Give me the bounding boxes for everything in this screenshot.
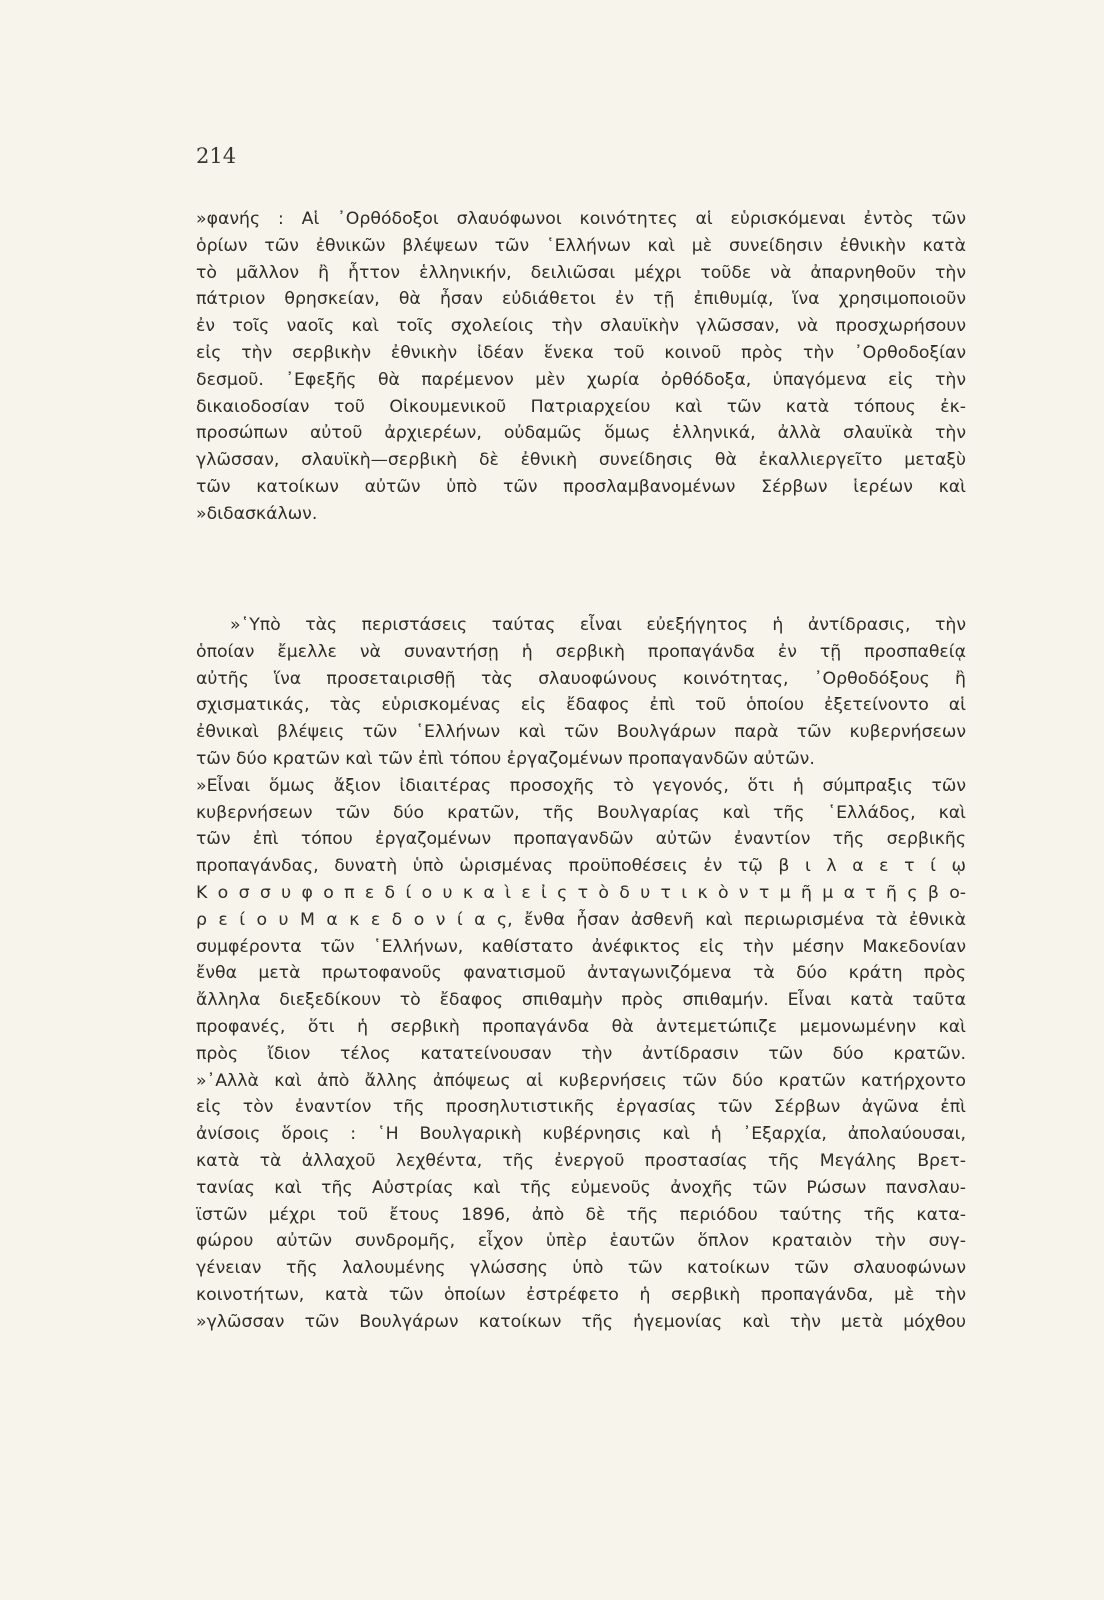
text-line: »διδασκάλων. [196,503,318,524]
text-line: προπαγάνδας, δυνατὴ ὑπὸ ὡρισμένας προϋποθέσεις ἐν τῷ β ι λ α ε τ ί ῳ [196,856,966,877]
text-line: δικαιοδοσίαν τοῦ Οἰκουμενικοῦ Πατριαρχείου καὶ τῶν κατὰ τόπους ἐκ- [196,396,966,417]
text-line: ρ ε ί ο υ Μ α κ ε δ ο ν ί α ς, ἔνθα ἦσαν ἀσθενῆ καὶ περιωρισμένα τὰ ἐθνικὰ [196,909,966,930]
text-line: τῶν δύο κρατῶν καὶ τῶν ἐπὶ τόπου ἐργαζομένων προπαγανδῶν αὐτῶν. [196,748,815,769]
text-line: τὸ μᾶλλον ἢ ἧττον ἑλληνικήν, δειλιῶσαι μέχρι τοῦδε νὰ ἀπαρνηθοῦν τὴν [196,262,966,283]
paragraph-quote-2 [196,612,966,1336]
text-line: γλῶσσαν, σλαυϊκὴ—σερβικὴ δὲ ἐθνικὴ συνείδησις θὰ ἐκαλλιεργεῖτο μεταξὺ [196,450,966,471]
page-number: 214 [196,144,237,168]
text-line: ὁρίων τῶν ἐθνικῶν βλέψεων τῶν ῾Ελλήνων καὶ μὲ συνείδησιν ἐθνικὴν κατὰ [196,235,966,256]
text-line: τανίας καὶ τῆς Αὐστρίας καὶ τῆς εὐμενοῦς ἀνοχῆς τῶν Ρώσων πανσλαυ- [196,1177,966,1198]
text-line: δεσμοῦ. ᾿Εφεξῆς θὰ παρέμενον μὲν χωρία ὀρθόδοξα, ὑπαγόμενα εἰς τὴν [196,369,966,390]
paragraph-quote-1 [196,206,966,528]
text-line: εἰς τὸν ἐναντίον τῆς προσηλυτιστικῆς ἐργασίας τῶν Σέρβων ἀγῶνα ἐπὶ [196,1097,966,1118]
text-line: ἔνθα μετὰ πρωτοφανοῦς φανατισμοῦ ἀνταγωνιζόμενα τὰ δύο κράτη πρὸς [196,963,966,984]
text-line: »῾Υπὸ τὰς περιστάσεις ταύτας εἶναι εὐεξήγητος ἡ ἀντίδρασις, τὴν [230,615,966,635]
text-line: πρὸς ἴδιον τέλος κατατείνουσαν τὴν ἀντίδρασιν τῶν δύο κρατῶν. [196,1043,966,1064]
text-line: κατὰ τὰ ἀλλαχοῦ λεχθέντα, τῆς ἐνεργοῦ προστασίας τῆς Μεγάλης Βρετ- [196,1150,966,1171]
text-line: »γλῶσσαν τῶν Βουλγάρων κατοίκων τῆς ἡγεμονίας καὶ τὴν μετὰ μόχθου [196,1311,966,1332]
text-line: συμφέροντα τῶν ῾Ελλήνων, καθίστατο ἀνέφικτος εἰς τὴν μέσην Μακεδονίαν [196,936,966,957]
text-line: »᾿Αλλὰ καὶ ἀπὸ ἄλλης ἀπόψεως αἱ κυβερνήσεις τῶν δύο κρατῶν κατήρχοντο [196,1070,966,1091]
text-line: »Εἶναι ὅμως ἄξιον ἰδιαιτέρας προσοχῆς τὸ γεγονός, ὅτι ἡ σύμπραξις τῶν [196,775,966,796]
text-line: εἰς τὴν σερβικὴν ἐθνικὴν ἰδέαν ἕνεκα τοῦ κοινοῦ πρὸς τὴν ᾿Ορθοδοξίαν [196,342,966,363]
text-line: κοινοτήτων, κατὰ τῶν ὁποίων ἐστρέφετο ἡ σερβικὴ προπαγάνδα, μὲ τὴν [196,1284,966,1305]
text-line: ἐν τοῖς ναοῖς καὶ τοῖς σχολείοις τὴν σλαυϊκὴν γλῶσσαν, νὰ προσχωρήσουν [196,316,966,337]
text-line: φώρου αὐτῶν συνδρομῆς, εἶχον ὑπὲρ ἑαυτῶν ὅπλον κραταιὸν τὴν συγ- [196,1231,966,1252]
text-line: τῶν ἐπὶ τόπου ἐργαζομένων προπαγανδῶν αὐτῶν ἐναντίον τῆς σερβικῆς [196,829,966,850]
text-line: ἄλληλα διεξεδίκουν τὸ ἔδαφος σπιθαμὴν πρὸς σπιθαμήν. Εἶναι κατὰ ταῦτα [196,990,966,1011]
text-line: πάτριον θρησκείαν, θὰ ἦσαν εὐδιάθετοι ἐν τῇ ἐπιθυμίᾳ, ἵνα χρησιμοποιοῦν [196,289,966,310]
text-line: κυβερνήσεων τῶν δύο κρατῶν, τῆς Βουλγαρίας καὶ τῆς ῾Ελλάδος, καὶ [196,802,966,823]
text-line: τῶν κατοίκων αὐτῶν ὑπὸ τῶν προσλαμβανομένων Σέρβων ἱερέων καὶ [196,476,966,497]
text-line: σχισματικάς, τὰς εὑρισκομένας εἰς ἔδαφος ἐπὶ τοῦ ὁποίου ἐξετείνοντο αἱ [196,695,966,716]
text-line: ὁποίαν ἔμελλε νὰ συναντήσῃ ἡ σερβικὴ προπαγάνδα ἐν τῇ προσπαθείᾳ [196,641,966,662]
text-line: προσώπων αὐτοῦ ἀρχιερέων, οὐδαμῶς ὅμως ἑλληνικά, ἀλλὰ σλαυϊκὰ τὴν [196,423,966,444]
text-line: ἀνίσοις ὅροις : ῾Η Βουλγαρικὴ κυβέρνησις καὶ ἡ ᾿Εξαρχία, ἀπολαύουσαι, [196,1124,966,1145]
text-line: ἐθνικαὶ βλέψεις τῶν ῾Ελλήνων καὶ τῶν Βουλγάρων παρὰ τῶν κυβερνήσεων [196,722,966,743]
text-line: »φανής : Αἱ ᾿Ορθόδοξοι σλαυόφωνοι κοινότητες αἱ εὑρισκόμεναι ἐντὸς τῶν [196,209,966,229]
text-line: ϊστῶν μέχρι τοῦ ἔτους 1896, ἀπὸ δὲ τῆς περιόδου ταύτης τῆς κατα- [196,1204,966,1225]
text-line: Κ ο σ σ υ φ ο π ε δ ί ο υ κ α ὶ ε ἰ ς τ ὸ δ υ τ ι κ ὸ ν τ μ ῆ μ α τ ῆ ς β ο- [196,882,966,903]
text-line: γένειαν τῆς λαλουμένης γλώσσης ὑπὸ τῶν κατοίκων τῶν σλαυοφώνων [196,1258,966,1279]
text-line: αὐτῆς ἵνα προσεταιρισθῇ τὰς σλαυοφώνους κοινότητας, ᾿Ορθοδόξους ἢ [196,668,966,689]
text-line: προφανές, ὅτι ἡ σερβικὴ προπαγάνδα θὰ ἀντεμετώπιζε μεμονωμένην καὶ [196,1016,966,1037]
